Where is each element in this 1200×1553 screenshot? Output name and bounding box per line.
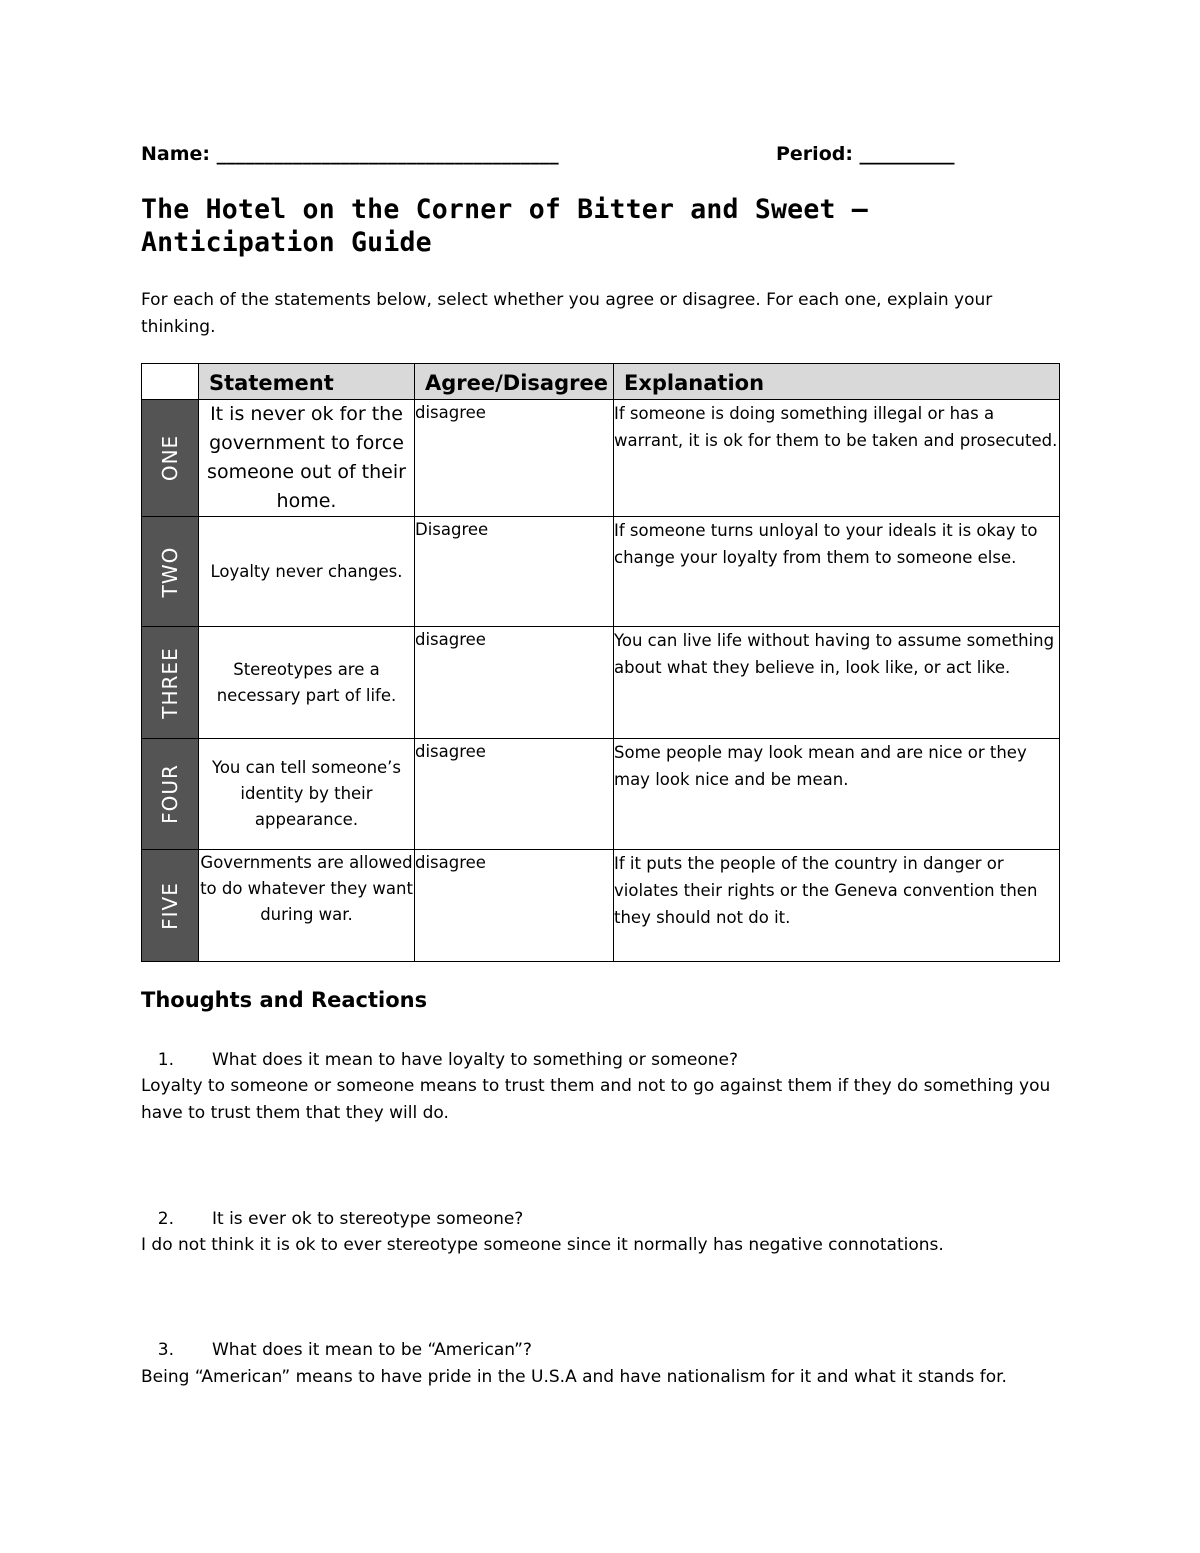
question-text: It is ever ok to stereotype someone? bbox=[212, 1209, 524, 1229]
anticipation-guide-table bbox=[141, 363, 1060, 962]
statement-cell: It is never ok for the government to force someone out of their home. bbox=[199, 400, 415, 517]
header-statement: Statement bbox=[199, 364, 415, 400]
statement-cell: Loyalty never changes. bbox=[199, 517, 415, 627]
period-field-label: Period: __________ bbox=[776, 143, 955, 165]
question-text: What does it mean to have loyalty to something or someone? bbox=[212, 1050, 739, 1070]
question-item bbox=[141, 1337, 1061, 1364]
agree-disagree-cell[interactable]: disagree bbox=[415, 400, 614, 517]
row-label: FOUR bbox=[158, 764, 182, 824]
header-agree-disagree: Agree/Disagree bbox=[415, 364, 614, 400]
header-blank-cell bbox=[142, 364, 199, 400]
page-title: The Hotel on the Corner of Bitter and Sweet – Anticipation Guide bbox=[141, 194, 868, 258]
answer-text[interactable]: I do not think it is ok to ever stereotype someone since it normally has negative connotations. bbox=[141, 1235, 944, 1255]
agree-disagree-cell[interactable]: Disagree bbox=[415, 517, 614, 627]
row-label-cell bbox=[142, 627, 199, 739]
explanation-cell[interactable]: If someone is doing something illegal or has a warrant, it is ok for them to be taken and prosecuted. bbox=[614, 400, 1060, 517]
header-explanation: Explanation bbox=[614, 364, 1060, 400]
question-number: 2. bbox=[157, 1209, 174, 1229]
name-field-label: Name: ____________________________________ bbox=[141, 143, 559, 165]
answer-text[interactable]: Loyalty to someone or someone means to trust them and not to go against them if they do something you have to trust them that they will do. bbox=[141, 1076, 1051, 1123]
row-label-cell bbox=[142, 850, 199, 962]
answer-text[interactable]: Being “American” means to have pride in the U.S.A and have nationalism for it and what it stands for. bbox=[141, 1367, 1007, 1387]
explanation-cell[interactable]: If someone turns unloyal to your ideals it is okay to change your loyalty from them to someone else. bbox=[614, 517, 1060, 627]
question-number: 1. bbox=[157, 1050, 174, 1070]
agree-disagree-cell[interactable]: disagree bbox=[415, 739, 614, 850]
thoughts-heading: Thoughts and Reactions bbox=[141, 988, 428, 1012]
agree-disagree-cell[interactable]: disagree bbox=[415, 627, 614, 739]
table-row bbox=[142, 739, 1060, 850]
question-number: 3. bbox=[157, 1340, 174, 1360]
statement-cell: Stereotypes are a necessary part of life. bbox=[199, 627, 415, 739]
statement-cell: Governments are allowed to do whatever they want during war. bbox=[199, 850, 415, 962]
agree-disagree-cell[interactable]: disagree bbox=[415, 850, 614, 962]
row-label: THREE bbox=[158, 646, 182, 719]
question-text: What does it mean to be “American”? bbox=[212, 1340, 532, 1360]
row-label-cell bbox=[142, 400, 199, 517]
table-row bbox=[142, 400, 1060, 517]
row-label: FIVE bbox=[158, 881, 182, 930]
row-label-cell bbox=[142, 739, 199, 850]
table-row bbox=[142, 850, 1060, 962]
instructions-text: For each of the statements below, select whether you agree or disagree. For each one, explain your thinking. bbox=[141, 290, 993, 337]
statement-cell: You can tell someone’s identity by their appearance. bbox=[199, 739, 415, 850]
explanation-cell[interactable]: If it puts the people of the country in danger or violates their rights or the Geneva convention then they should not do it. bbox=[614, 850, 1060, 962]
row-label: TWO bbox=[158, 546, 182, 597]
question-item bbox=[141, 1047, 1061, 1074]
table-row bbox=[142, 517, 1060, 627]
table-header-row bbox=[142, 364, 1060, 400]
table-row bbox=[142, 627, 1060, 739]
question-item bbox=[141, 1206, 1061, 1233]
explanation-cell[interactable]: Some people may look mean and are nice or they may look nice and be mean. bbox=[614, 739, 1060, 850]
explanation-cell[interactable]: You can live life without having to assume something about what they believe in, look like, or act like. bbox=[614, 627, 1060, 739]
row-label-cell bbox=[142, 517, 199, 627]
row-label: ONE bbox=[158, 434, 182, 482]
